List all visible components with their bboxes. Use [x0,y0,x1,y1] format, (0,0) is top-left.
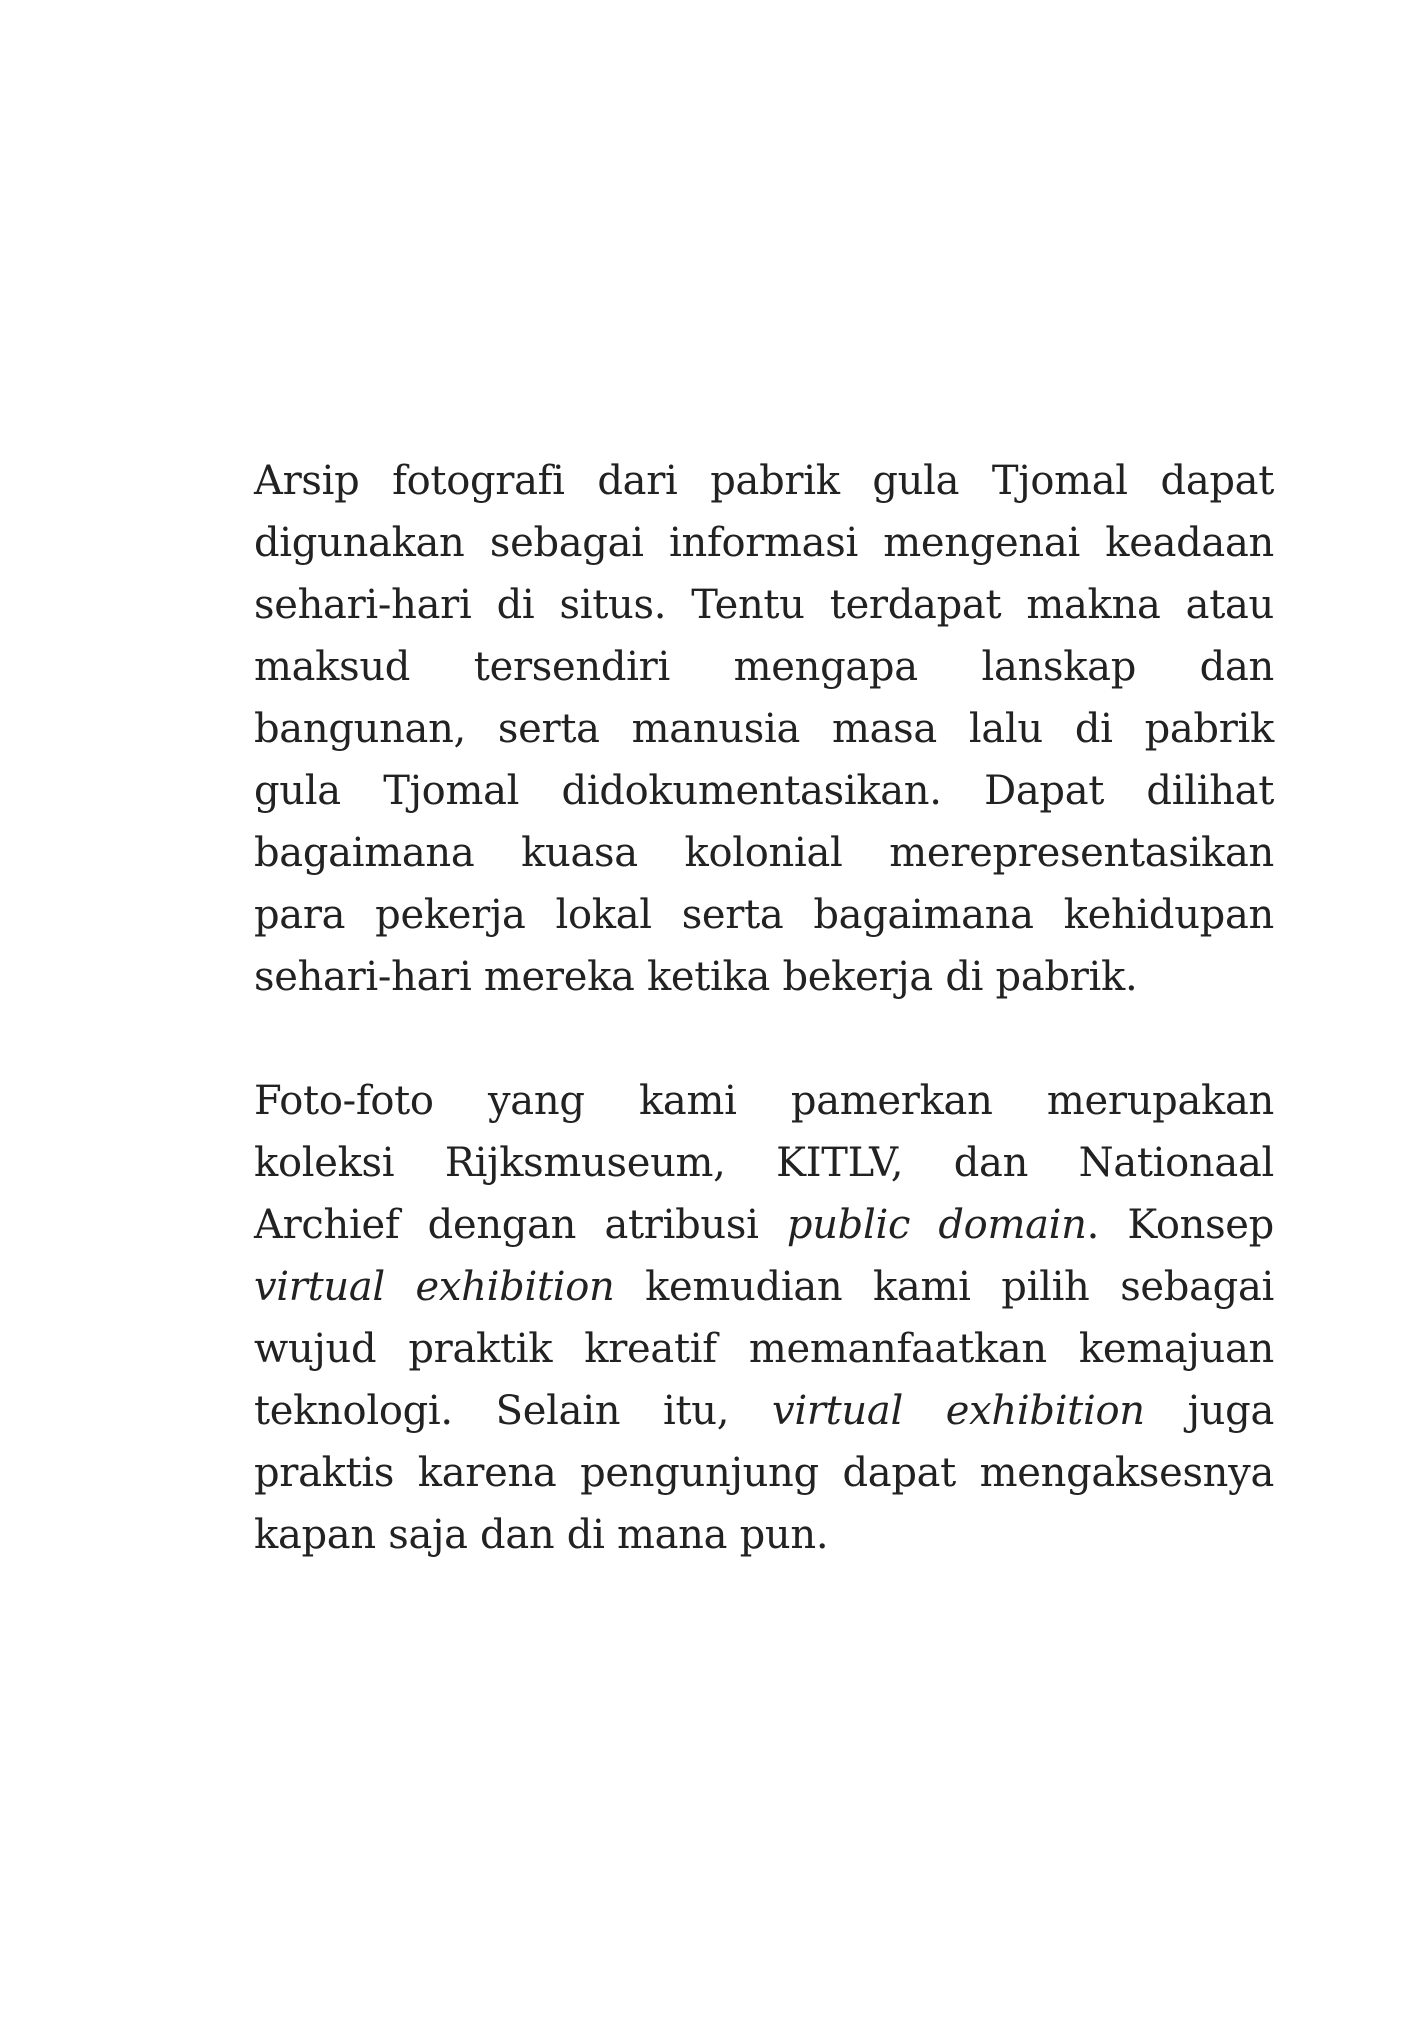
text-line [254,1194,1274,1256]
text-line: maksud tersendiri mengapa lanskap dan [254,644,1274,690]
text-line: digunakan sebagai informasi mengenai keadaan [254,520,1274,566]
text-run: Archief dengan atribusi [254,1202,787,1248]
text-line: kapan saja dan di mana pun. [254,1512,829,1558]
italic-term: public domain [786,1202,1087,1248]
text-line: wujud praktik kreatif memanfaatkan kemajuan [254,1326,1274,1372]
text-line: bagaimana kuasa kolonial merepresentasikan [254,830,1274,876]
text-line: koleksi Rijksmuseum, KITLV, dan Nationaal [254,1140,1274,1186]
text-run: . Konsep [1086,1202,1274,1248]
text-line: bangunan, serta manusia masa lalu di pabrik [254,706,1274,752]
text-line: sehari-hari mereka ketika bekerja di pabrik. [254,954,1138,1000]
text-line: para pekerja lokal serta bagaimana kehidupan [254,892,1274,938]
text-line: Arsip fotografi dari pabrik gula Tjomal dapat [254,458,1274,504]
text-line: praktis karena pengunjung dapat mengaksesnya [254,1450,1274,1496]
italic-term: virtual exhibition [254,1264,615,1310]
text-line [254,1256,1274,1318]
text-run: kemudian kami pilih sebagai [614,1264,1274,1310]
italic-term: virtual exhibition [772,1388,1145,1434]
body-text [254,450,1274,1566]
text-line: gula Tjomal didokumentasikan. Dapat dilihat [254,768,1274,814]
paragraph-2 [254,1070,1274,1566]
text-line: sehari-hari di situs. Tentu terdapat makna atau [254,582,1274,628]
text-line: Foto-foto yang kami pamerkan merupakan [254,1078,1274,1124]
text-run: teknologi. Selain itu, [254,1388,773,1434]
text-run: juga [1144,1388,1274,1434]
paragraph-1 [254,450,1274,1008]
text-line [254,1380,1274,1442]
